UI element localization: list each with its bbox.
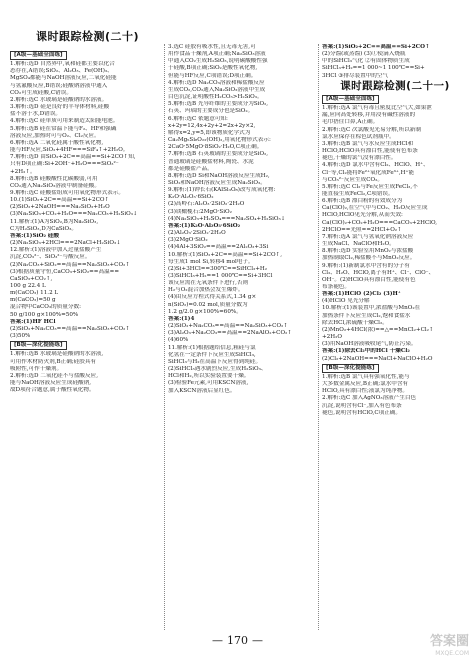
text-line: 3.解析:选B 氯气与水反应生成HCl和 (322, 140, 414, 147)
text-line: 与氢氟酸反应,B错误;硅酸钠溶液中通入 (10, 82, 108, 89)
text-line: 1.解析:选A 氯气有毒且密度比空气大,如果泄 (322, 105, 432, 112)
text-line: [B级—深化提能练] (10, 341, 67, 350)
text-line: 9.解析:(1)钾长石(KAlSi₃O₈)改写成氧化物: (168, 187, 276, 194)
column-left (10, 50, 162, 630)
text-line: 混合物中CaCO₃的质量分数: (10, 304, 81, 311)
text-line: (4)Na₂SiO₃+H₂SO₄===Na₂SO₄+H₂SiO₃↓ (168, 215, 286, 222)
column-right-answers (322, 44, 468, 80)
text-line: (4)60% (168, 337, 189, 344)
text-line: 9.解析:选C 硅酸盐组成可用氧化物形式表示。 (10, 189, 124, 196)
section-label-a: [A级—基础全面练] (10, 51, 67, 60)
column-right (322, 44, 468, 630)
text-line: [B级—深化提能练] (322, 364, 379, 373)
text-line: 生成CO₂,CO₂通入Na₂SiO₃溶液中生成 (168, 86, 266, 93)
text-line: 生成NaCl、NaClO和H₂O。 (322, 241, 395, 248)
text-line: 加热条件下反应生成Cl₂,饱和食盐水 (322, 312, 411, 319)
text-line: 8.解析:选B 硅酸酸性比碳酸弱,可用 (10, 175, 98, 182)
text-line: H₂与O₂混合加热会发生爆炸。 (168, 287, 244, 294)
text-line: 答案:(1)SiO₂+2C==高温==Si+2CO↑ (322, 44, 430, 50)
text-line: 答案:(1)HClO (2)Cl₂ (3)H⁺ (322, 291, 401, 298)
text-line: 7.解析:选B 石英玻璃的主要成分是SiO₂, (168, 151, 269, 158)
text-line: 毛巾捂住口鼻,A正确。 (322, 119, 379, 126)
text-line: (2)SiHCl₃遇水剧烈反应,生成H₂SiO₃、 (168, 366, 267, 373)
text-line: (2)SiO₂+2NaOH===Na₂SiO₃+H₂O (10, 204, 110, 211)
text-line: (3)SiHCl₃+H₂==1 000℃==Si+3HCl (168, 273, 273, 279)
text-line: (2)Cl₂+2NaOH===NaCl+NaClO+H₂O (322, 355, 433, 362)
watermark-logo (430, 636, 469, 660)
text-line: 答案:(1)HF HCl (10, 318, 56, 325)
text-line: 6.解析:选B 漂白粉的有效成分为 (322, 198, 403, 205)
text-line: 7.解析:选D 由SiO₂+2C==高温==Si+2CO↑知, (10, 154, 136, 161)
text-line: 布条褪色。 (322, 284, 350, 290)
text-line: (3)Al₂O₃+Na₂CO₃==高温==2NaAlO₂+CO₂↑ (168, 330, 292, 337)
text-line: 于硅酸,B项正确;SiO₂是酸性氧化物, (168, 65, 258, 72)
text-line: 溶液反应,加热时可与O₂、Cl₂反应。 (10, 132, 100, 139)
text-line: 吸附性,可作干燥剂。 (10, 365, 63, 372)
text-line: SiHCl₃+H₂==1 000~1 100℃==Si+ (322, 65, 425, 72)
text-line: 10.解析:(1)SiO₂+2C==高温==Si+2CO↑, (168, 251, 283, 258)
text-line: C为H₂SiO₃,D为CaSiO₃。 (10, 225, 77, 232)
text-line: 100 g 22.4 L (10, 283, 46, 289)
text-line: n(SiO₂)=0.02 mol,质量分数为 (168, 301, 248, 308)
text-line: (4)由反应方程式得关系式,1.34 g× (168, 294, 257, 301)
text-line: (4)HClO 见光分解 (322, 298, 370, 305)
text-line: HCl和H₂,所以实验装置要干燥。 (168, 373, 250, 380)
text-line: 大多数金属反应,B正确;氯水中含有 (322, 381, 409, 388)
text-line: 与CO₃²⁻反应生成CO₂。 (322, 176, 383, 183)
text-line: 4.解析:选D Na₂CO₃溶液和稀盐酸反应 (168, 79, 265, 86)
text-line: Ca₂Mg₅Si₈O₂₂(OH)₂,用氧化物形式表示: (168, 137, 271, 144)
text-line: HClO,具有漂白性;液氯为纯净物。 (322, 388, 408, 395)
column-divider-left (164, 44, 165, 630)
text-line: 故D项符合题意,属于酸性氧化物。 (10, 387, 95, 394)
text-line: 褪色,说明含有HClO,C项正确。 (322, 409, 401, 416)
text-line: MgSO₄都能与NaOH溶液反应,二氧化硅能 (10, 75, 117, 82)
text-line: HClO,HClO见光分解,从而失效: (322, 212, 403, 219)
text-line: 6.解析:选A 二氧化硅属于酸性氧化物, (10, 139, 104, 146)
heading-right: 课时跟踪检测(二十一) (340, 79, 450, 92)
column-right-body (322, 105, 468, 417)
text-line: 10.解析:(1)该装置中,浓盐酸与MnO₂在 (322, 305, 421, 312)
watermark-text: 答案圈 (429, 634, 469, 649)
text-line: 用作食品干燥剂,A项正确;Na₂SiO₃溶液 (168, 51, 266, 58)
text-line: 12.解析:(1)溶液中加入过量盐酸产生 (10, 247, 102, 254)
text-line: (2)SiO₂+Na₂CO₃==高温==Na₂SiO₃+CO₂↑ (10, 325, 130, 332)
text-line: 普通玻璃是硅酸盐材料,陶瓷、水泥 (168, 158, 254, 165)
text-line: 3.选C 硅胶有吸水性,且无毒无害,可 (168, 44, 256, 50)
text-line: +2H₂↑。 (10, 168, 36, 175)
text-line: (3)检验Fe元素,可用KSCN溶液, (168, 380, 249, 387)
text-line: (2)Na₂SiO₃+2HCl===2NaCl+H₂SiO₃↓ (10, 240, 121, 247)
text-line: 3HCl ③排尽装置中的空气 (322, 72, 389, 79)
text-line: 2.解析:选C 加入AgNO₃溶液产生白色 (322, 395, 417, 402)
text-line: 2.解析:选D 二氧化硅不与盐酸反应, (10, 372, 98, 379)
text-line: 5.解析:选B 光导纤维的主要成分为SiO₂, (168, 101, 269, 108)
text-line: 能与NaOH溶液反应生成硅酸钠, (10, 380, 92, 387)
text-line: 8.解析:选D Si和NaOH溶液反应生成H₂, (168, 172, 270, 179)
text-line: 2.解析:选C 次氯酸见光易分解,所以新制 (322, 126, 421, 133)
text-line: (2)分馏(或蒸馏) (3)①使滴入烧瓶 (322, 51, 406, 58)
text-line: 中的SiHCl₃气化 ②有固体物质生成 (322, 58, 410, 65)
text-line: 石英、玛瑙的主要成分也是SiO₂。 (168, 108, 254, 115)
heading-left: 课时跟踪检测(二十) (36, 30, 140, 43)
text-line: 7.解析:选A 氯气与氢氧化钠溶液反应 (322, 233, 414, 240)
text-line: +2H₂O (322, 334, 342, 341)
text-line: (3)镁橄榄石:2MgO·SiO₂ (168, 208, 232, 215)
text-line: (3)根据质量守恒,CaCO₃+SiO₂==高温== (10, 268, 120, 275)
text-line: 3.解析:选D 硅是良好的半导体材料,硅酸 (10, 104, 110, 111)
text-line: 解得x=2,y=5,即该物质化学式为 (168, 129, 251, 136)
text-line: 8.解析:选D 实验室用MnO₂与浓盐酸 (322, 248, 414, 255)
text-line: 1.2 g/2.0 g×100%=60%。 (168, 308, 242, 315)
text-line: 2HClO==光照==2HCl+O₂↑ (322, 226, 402, 233)
text-line: 沉淀,说明含有Cl⁻,加入有色布条 (322, 402, 402, 409)
text-line: 褪色,干燥的氯气没有漂白性。 (322, 155, 397, 162)
text-line: 5.解析:选B 硅在常温下能与F₂、HF和强碱 (10, 125, 117, 132)
text-line: (2)SiO₂+Na₂CO₃==高温==Na₂SiO₃+CO₂↑ (168, 323, 288, 330)
text-line: (2)Na₂CO₃+SiO₂==高温==Na₂SiO₃+CO₂↑ (10, 261, 130, 268)
text-line: (3)2MgO·SiO₂ (168, 237, 208, 244)
text-line: Cl₂、H₂O、HClO,离子有H⁺、Cl⁻、ClO⁻、 (322, 269, 435, 276)
text-line: 除去HCl,浓硫酸干燥Cl₂。 (322, 319, 388, 326)
text-line: 5.解析:选C Cl₂与Fe反应生成FeCl₃,不 (322, 183, 418, 190)
text-line: 50 g/100 g×100%=50% (10, 311, 79, 318)
text-line: 态存在,A错误;SiO₂、Al₂O₃、Fe(OH)₃、 (10, 68, 113, 75)
text-line: 该反应需在无氧条件下进行,否则 (168, 280, 249, 287)
text-line: 9.解析:(1)新制氯水中含有的分子有 (322, 262, 410, 269)
text-line: 答案:(1)K₂O·Al₂O₃·6SiO₂ (168, 222, 241, 229)
watermark-subtext: MXQE.COM (435, 650, 469, 657)
text-line: 11.解析:(1)A为SiO₂,B为Na₂SiO₃, (10, 218, 99, 225)
text-line: (2)MnO₂+4HCl(浓)==△==MnCl₂+Cl₂↑ (322, 326, 434, 333)
text-line: 10.(1)SiO₂+2C==高温==Si+2CO↑ (10, 197, 110, 204)
text-line: (3)50% (10, 333, 31, 340)
text-line: SiO₂和NaOH溶液反应生成Na₂SiO₃。 (168, 179, 266, 186)
text-line: 答案:(1)4 (168, 315, 195, 322)
text-line: 中通入CO₂生成H₂SiO₃,说明碳酸酸性强 (168, 58, 268, 65)
text-line: 可用作木材防火剂,B正确;硅胶具有 (10, 358, 97, 365)
text-line: 盐不溶于水,D错误。 (10, 111, 62, 118)
text-line: 加热制取Cl₂,稀盐酸不与MnO₂反应。 (322, 255, 416, 262)
text-line: m(CaCO₃) 11.2 L (10, 290, 59, 297)
text-line: x+2y=12,4x+2y+2=2x+2y×2, (168, 122, 256, 129)
text-line: OH⁻。(2)HClO具有漂白性,能使有色 (322, 276, 416, 283)
text-line: 能直接生成FeCl₂,C项错误。 (322, 190, 394, 197)
column-left-body (10, 61, 162, 394)
text-line: (3)用NaOH溶液吸收尾气,防止污染。 (322, 341, 417, 348)
text-line: 漏,应向高处转移,并用浸有碱性溶液的 (322, 112, 416, 119)
column-middle-body (168, 44, 314, 395)
text-line: (4)4Al+3SiO₂==高温==2Al₂O₃+3Si (168, 244, 269, 251)
column-divider-right (318, 44, 319, 630)
page-number: — 170 — (0, 634, 475, 647)
text-line: 6.解析:选C 依题意可知: (168, 115, 228, 122)
column-middle (168, 44, 314, 630)
text-line: 4.解析:选C 硅单质可用来制造太阳能电池。 (10, 118, 119, 125)
text-line: 加入KSCN溶液后显红色。 (168, 387, 236, 394)
text-line: CO₂通入Na₂SiO₃溶液中制备硅酸。 (10, 182, 100, 189)
text-line: 化氢在一定条件下反应生成SiHCl₃, (168, 351, 256, 358)
text-line: HClO,HClO具有漂白性,能使有色布条 (322, 148, 418, 155)
text-line: Ca(ClO)₂+CO₂+H₂O===CaCO₃+2HClO, (322, 219, 438, 226)
text-line: 白色沉淀,证明酸性H₂CO₃>H₂SiO₃。 (168, 94, 263, 101)
text-line: m(CaCO₃)=50 g (10, 297, 56, 304)
text-line: 1.解析:选D 自然界中,氧和硅都主要以化合 (10, 61, 115, 68)
text-line: Ca(ClO)₂,在空气中与CO₂、H₂O反应生成 (322, 205, 428, 212)
text-line: CO₂可生成硅酸,C错误。 (10, 89, 72, 96)
text-line: (2)高岭石:Al₂O₃·2SiO₂·2H₂O (168, 201, 245, 208)
text-line: K₂O·Al₂O₃·6SiO₂ (168, 194, 214, 201)
text-line: 11.解析:(1)根据题给信息,粗硅与氯 (168, 344, 256, 351)
text-line: 但能与HF反应,C项错误;D项正确。 (168, 72, 257, 79)
text-line: (2)Si+3HCl==300℃==SiHCl₃+H₂ (168, 265, 268, 272)
text-line: (3)Na₂SiO₃+CO₂+H₂O===Na₂CO₃+H₂SiO₃↓ (10, 211, 138, 218)
text-line: 答案:(1)除去Cl₂中的HCl 干燥Cl₂ (322, 348, 410, 355)
text-line: 答案:(1)SiO₂ 硅酸 (10, 232, 60, 239)
text-line: 能与HF反应,SiO₂+4HF===SiF₄↑+2H₂O。 (10, 147, 129, 154)
text-line: 2.解析:选C 水玻璃是硅酸钠的水溶液。 (10, 96, 108, 103)
text-line: Cl⁻等,Cl₂能将Fe²⁺氧化成Fe³⁺,H⁺能 (322, 169, 415, 176)
text-line: 每生成1 mol Si,转移4 mol电子。 (168, 258, 254, 265)
text-line: (2)Al₂O₃·2SiO₂·2H₂O (168, 230, 226, 237)
text-line: 都是硅酸盐产品。 (168, 165, 213, 172)
text-line: 4.解析:选D 氯水中含有Cl₂、HClO、H⁺、 (322, 162, 429, 169)
text-line: 2CaO·5MgO·8SiO₂·H₂O,C项正确。 (168, 144, 263, 151)
text-line: 氯水应保存在棕色试剂瓶中。 (322, 133, 395, 140)
section-label-a-right: [A级—基础全面练] (322, 95, 379, 104)
text-line: 1.解析:选B 氯气具有强氧化性,能与 (322, 373, 410, 380)
text-line: SiHCl₃与H₂在高温下反应得到纯硅。 (168, 358, 262, 365)
text-line: CaSiO₃+CO₂↑, (10, 275, 53, 282)
text-line: 沉淀,CO₃²⁻、SiO₃²⁻与酸反应。 (10, 254, 91, 261)
text-line: 只有D项正确:Si+2OH⁻+H₂O===SiO₃²⁻ (10, 161, 119, 168)
text-line: 1.解析:选B 水玻璃是硅酸钠的水溶液, (10, 351, 104, 358)
